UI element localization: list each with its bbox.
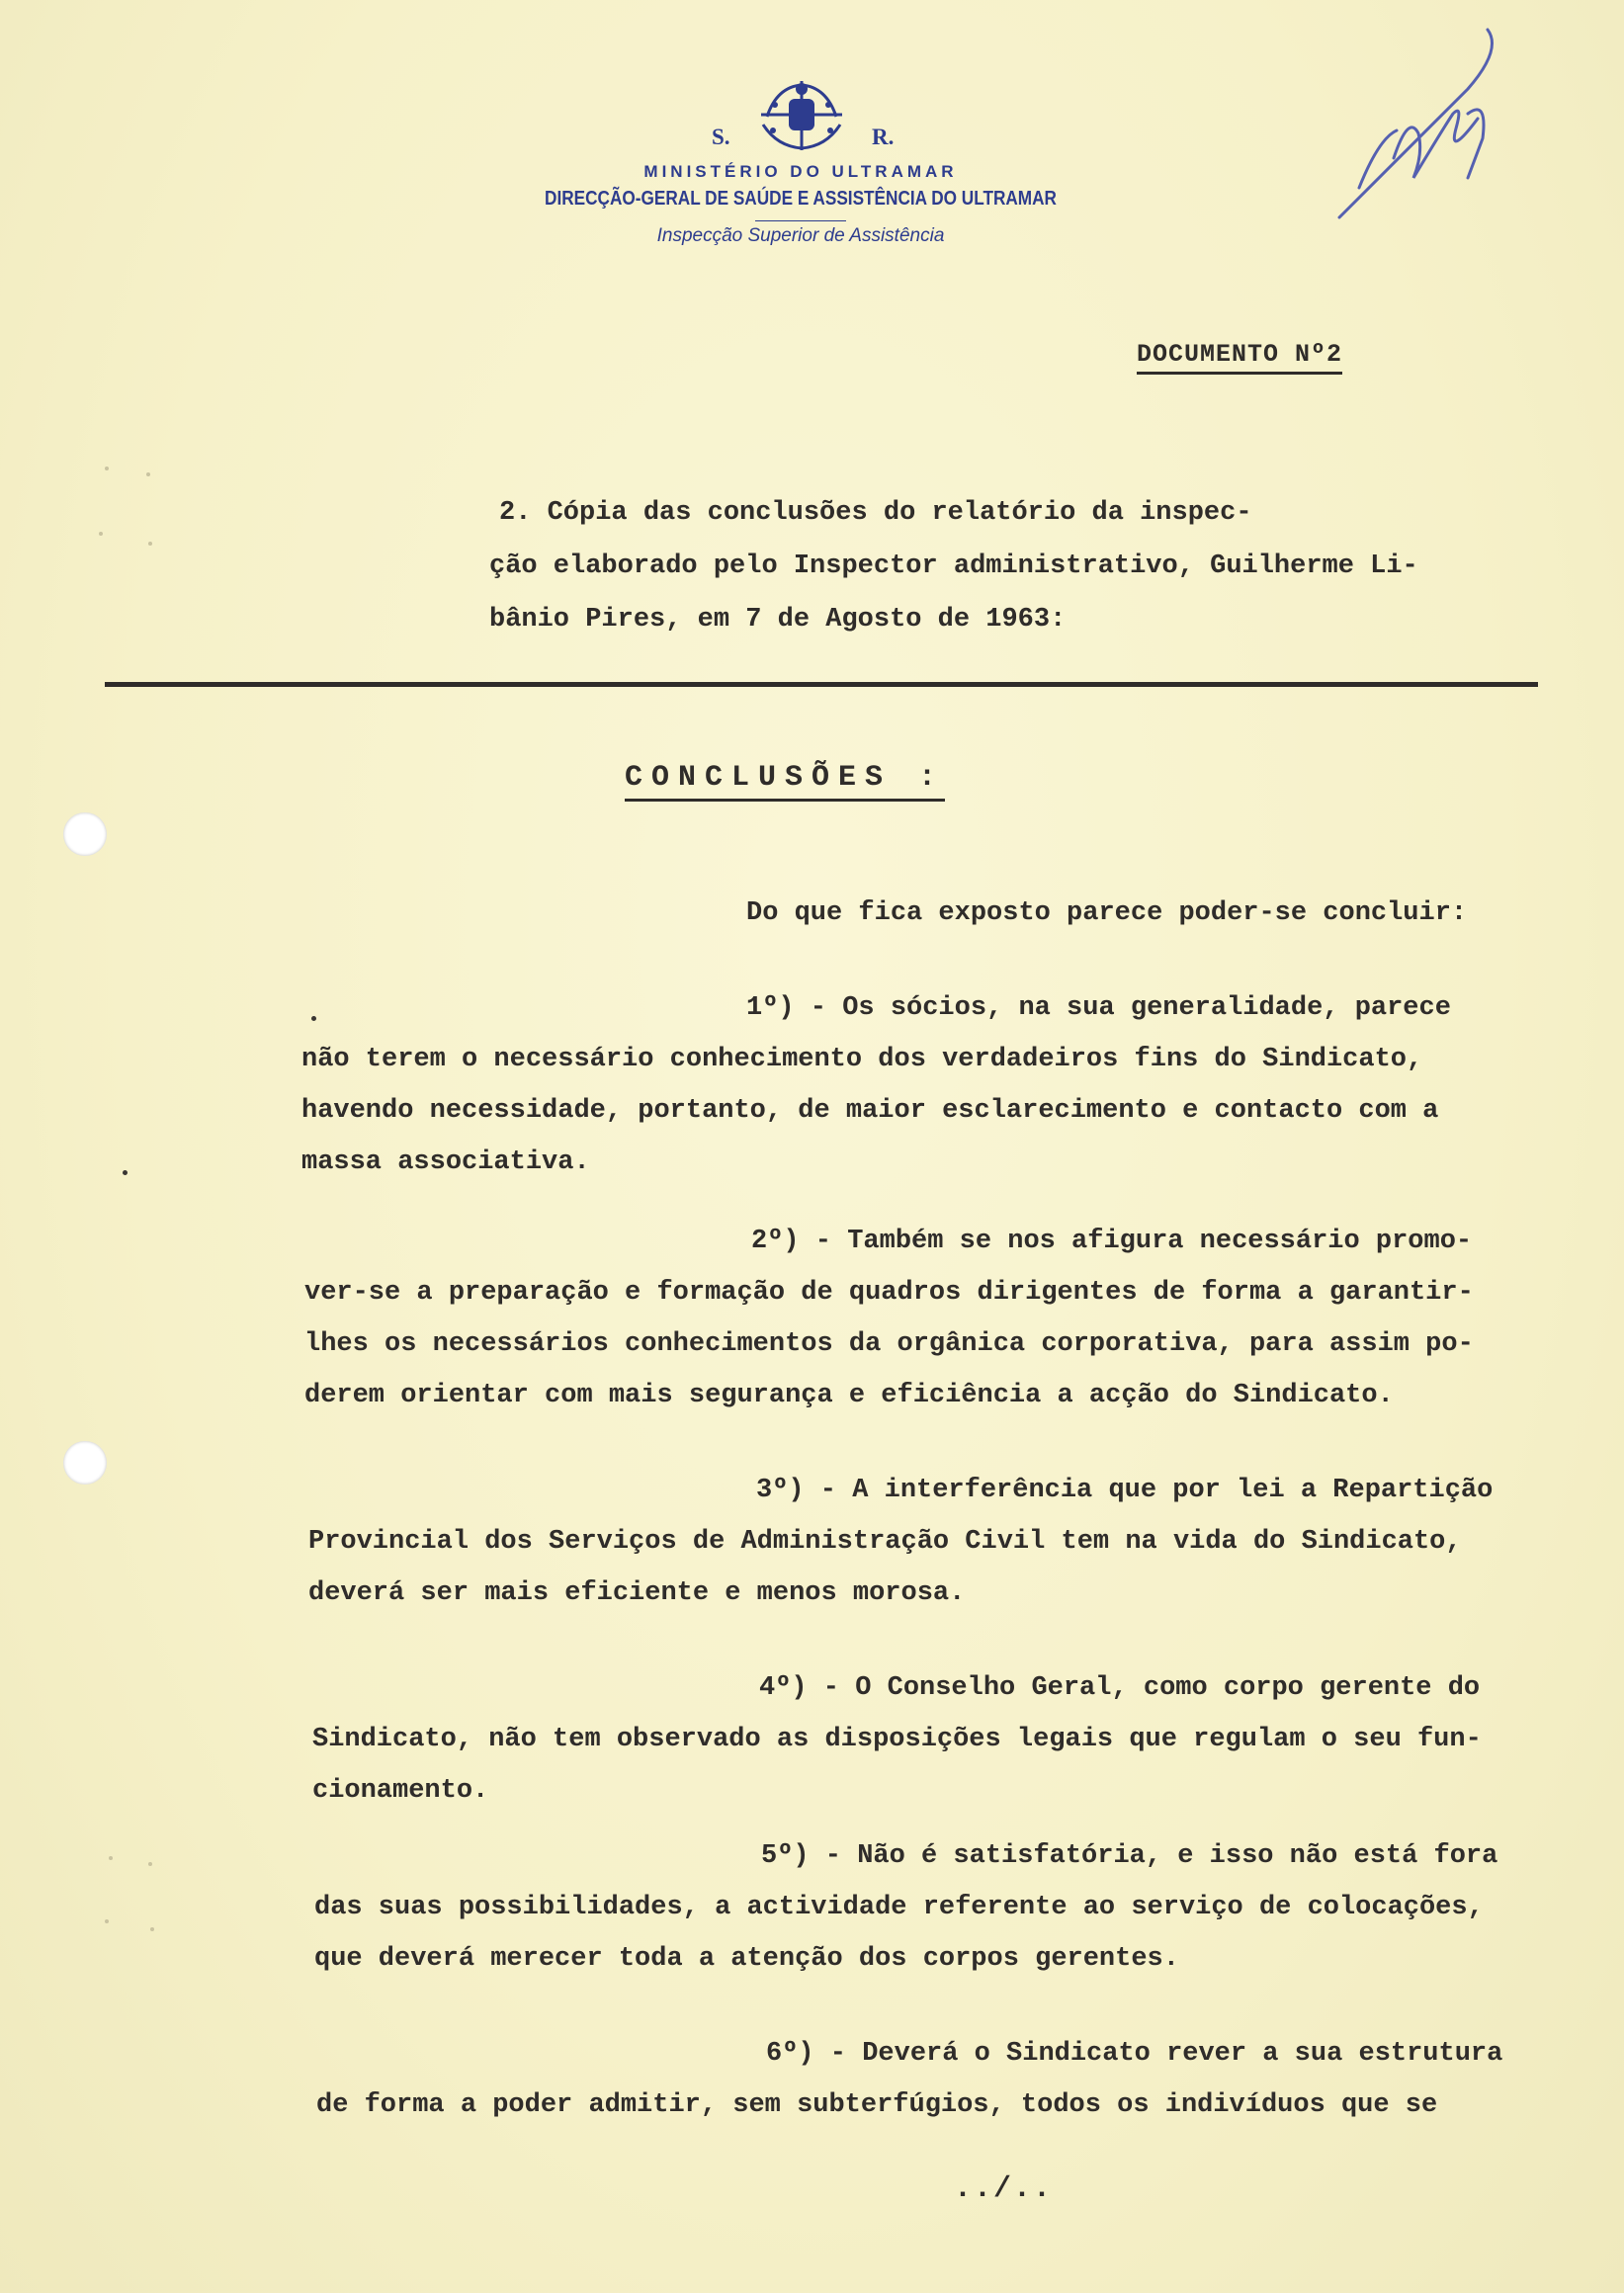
intro-line: 2. Cópia das conclusões do relatório da inspec- — [499, 498, 1252, 528]
conclusions-heading: CONCLUSÕES : — [625, 761, 945, 802]
handwritten-signature — [1320, 20, 1537, 237]
ink-dot — [123, 1170, 128, 1175]
conclusion-6-line: de forma a poder admitir, sem subterfúgios, todos os indivíduos que se — [316, 2090, 1438, 2120]
punch-hole-upper — [63, 812, 107, 856]
conclusion-4-line: 4º) - O Conselho Geral, como corpo gerente do — [759, 1673, 1481, 1703]
conclusion-5-line: 5º) - Não é satisfatória, e isso não está fora — [761, 1841, 1498, 1871]
paper-speck — [146, 472, 150, 476]
paper-speck — [109, 1856, 113, 1860]
department-name: DIRECÇÃO-GERAL DE SAÚDE E ASSISTÊNCIA DO ULTRAMAR — [545, 188, 1057, 210]
document-number: DOCUMENTO Nº2 — [1137, 340, 1342, 375]
coat-of-arms-icon — [757, 77, 846, 152]
conclusion-5-line: das suas possibilidades, a actividade referente ao serviço de colocações, — [314, 1893, 1484, 1922]
paper-speck — [105, 1919, 109, 1923]
ink-dot — [311, 1016, 316, 1021]
conclusion-4-line: Sindicato, não tem observado as disposições legais que regulam o seu fun- — [312, 1725, 1482, 1754]
ministry-name: MINISTÉRIO DO ULTRAMAR — [643, 162, 958, 181]
conclusion-6-line: 6º) - Deverá o Sindicato rever a sua estrutura — [766, 2039, 1503, 2069]
conclusion-4-line: cionamento. — [312, 1776, 489, 1806]
horizontal-rule — [105, 682, 1538, 687]
conclusion-2-line: lhes os necessários conhecimentos da orgânica corporativa, para assim po- — [304, 1329, 1474, 1359]
letterhead — [494, 77, 1107, 247]
paper-speck — [150, 1927, 154, 1931]
punch-hole-lower — [63, 1441, 107, 1485]
conclusion-3-line: 3º) - A interferência que por lei a Repartição — [756, 1476, 1494, 1505]
conclusion-2-line: ver-se a preparação e formação de quadros dirigentes de forma a garantir- — [304, 1278, 1474, 1308]
inspectorate-name: Inspecção Superior de Assistência — [656, 225, 945, 246]
continuation-mark: ../.. — [954, 2172, 1054, 2206]
letterhead-left-mark: S. — [712, 125, 730, 149]
conclusion-2-line: 2º) - Também se nos afigura necessário promo- — [751, 1227, 1473, 1256]
paper-speck — [105, 467, 109, 470]
paper-speck — [99, 532, 103, 536]
conclusion-1-line: não terem o necessário conhecimento dos verdadeiros fins do Sindicato, — [301, 1045, 1423, 1074]
intro-line: ção elaborado pelo Inspector administrativo, Guilherme Li- — [489, 552, 1418, 581]
letterhead-divider — [755, 220, 846, 221]
paper-speck — [148, 542, 152, 546]
conclusion-5-line: que deverá merecer toda a atenção dos corpos gerentes. — [314, 1944, 1179, 1974]
conclusion-2-line: derem orientar com mais segurança e eficiência a acção do Sindicato. — [304, 1381, 1394, 1410]
letterhead-right-mark: R. — [872, 125, 895, 149]
conclusion-1-line: massa associativa. — [301, 1147, 590, 1177]
conclusion-3-line: Provincial dos Serviços de Administração Civil tem na vida do Sindicato, — [308, 1527, 1462, 1557]
intro-line: bânio Pires, em 7 de Agosto de 1963: — [489, 605, 1067, 635]
conclusion-1-line: havendo necessidade, portanto, de maior esclarecimento e contacto com a — [301, 1096, 1439, 1126]
intro-paragraph — [489, 486, 1517, 646]
lead-in-sentence: Do que fica exposto parece poder-se concluir: — [746, 898, 1468, 928]
conclusion-3-line: deverá ser mais eficiente e menos morosa. — [308, 1578, 966, 1608]
paper-speck — [148, 1862, 152, 1866]
conclusion-1-line: 1º) - Os sócios, na sua generalidade, parece — [746, 993, 1451, 1023]
